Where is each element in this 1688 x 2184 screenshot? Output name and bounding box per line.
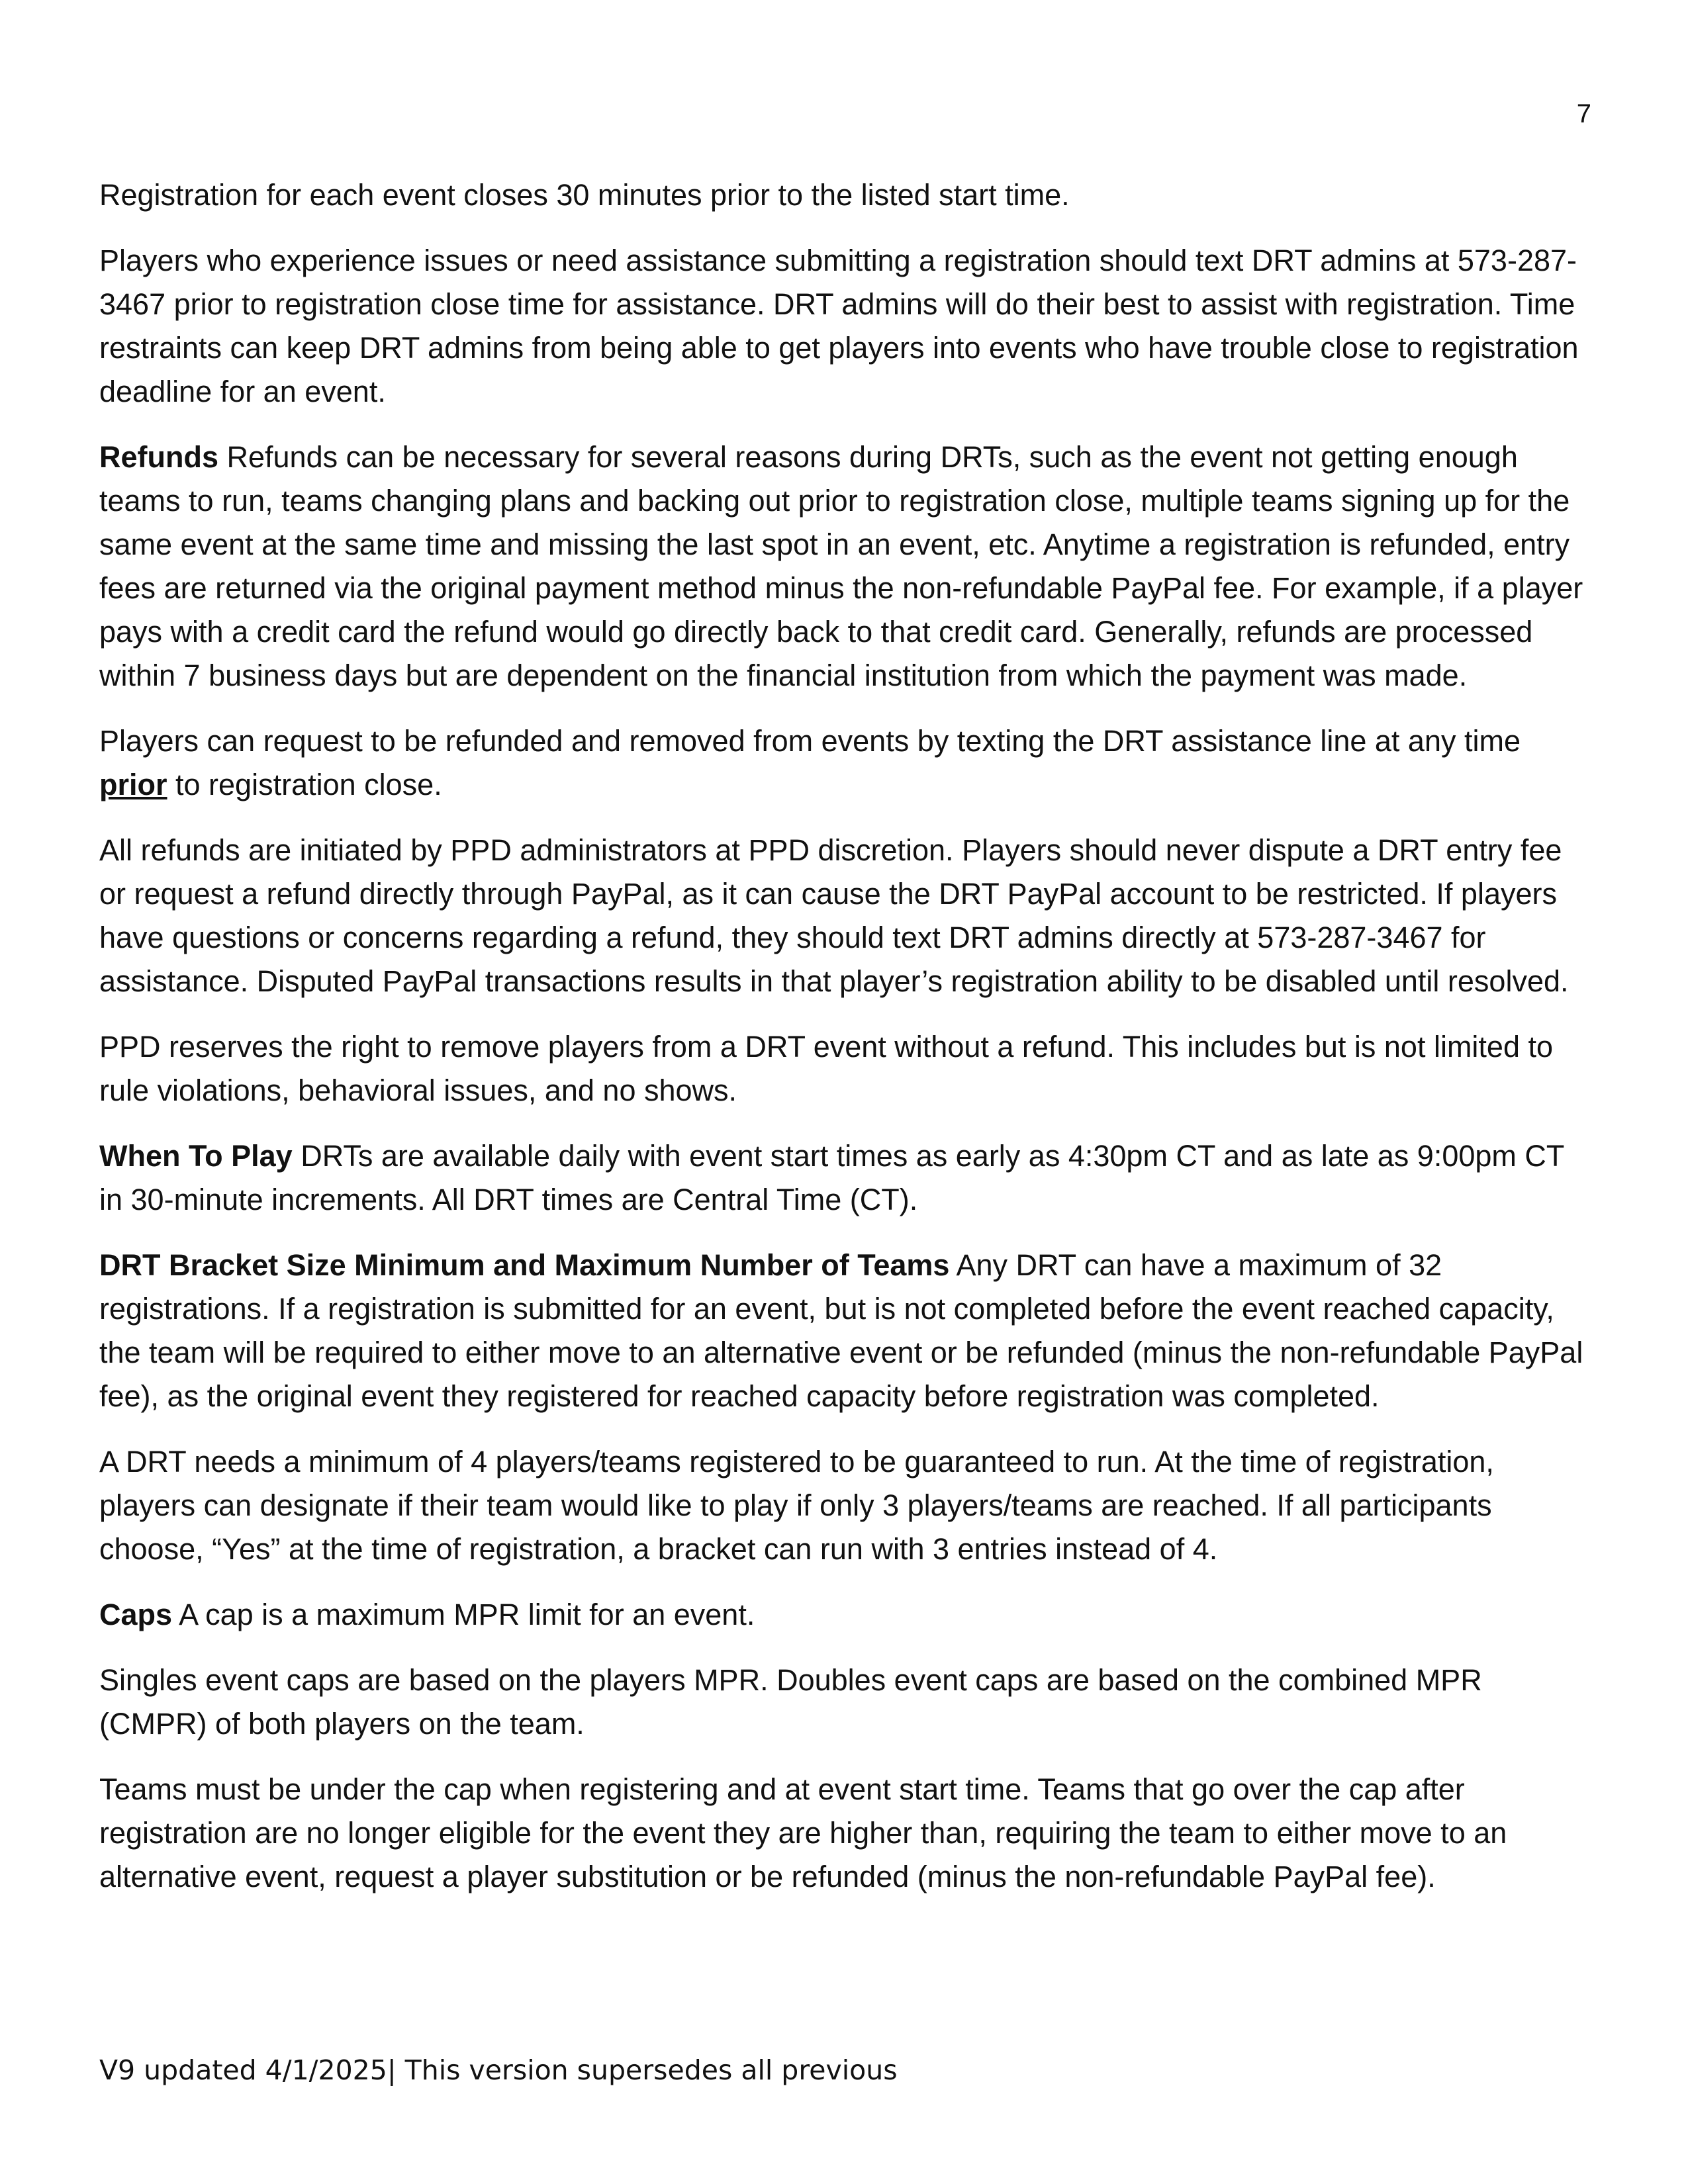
section-label-caps: Caps xyxy=(99,1598,173,1631)
paragraph-text: PPD reserves the right to remove players from a DRT event without a refund. This includes but is not limited to rule violations, behavioral issues, and no shows. xyxy=(99,1030,1554,1107)
paragraph-text: Registration for each event closes 30 minutes prior to the listed start time. xyxy=(99,178,1070,212)
paragraph-text: to registration close. xyxy=(167,768,442,801)
paragraph-minimum-teams xyxy=(99,1440,1595,1571)
section-label-when-to-play: When To Play xyxy=(99,1139,293,1173)
paragraph-registration-assistance xyxy=(99,239,1595,414)
paragraph-caps xyxy=(99,1593,1595,1637)
paragraph-text: A DRT needs a minimum of 4 players/teams registered to be guaranteed to run. At the time of registration, players can designate if their team would like to play if only 3 players/teams are reached. If all participants choose, “Yes” at the time of registration, a bracket can run with 3 entries instead of 4. xyxy=(99,1445,1494,1566)
section-label-bracket-size: DRT Bracket Size Minimum and Maximum Number of Teams xyxy=(99,1248,950,1282)
version-footer: V9 updated 4/1/2025| This version supersedes all previous xyxy=(99,2054,898,2086)
paragraph-refund-policy xyxy=(99,829,1595,1003)
paragraph-refund-request xyxy=(99,719,1595,807)
paragraph-text: Players who experience issues or need assistance submitting a registration should text DRT admins at 573-287-3467 prior to registration close time for assistance. DRT admins will do their best to assist with registration. Time restraints can keep DRT admins from being able to get players into events who have trouble close to registration deadline for an event. xyxy=(99,244,1579,408)
paragraph-text: A cap is a maximum MPR limit for an event. xyxy=(172,1598,755,1631)
document-body xyxy=(99,173,1595,1921)
paragraph-bracket-size xyxy=(99,1244,1595,1418)
paragraph-text: All refunds are initiated by PPD administrators at PPD discretion. Players should never dispute a DRT entry fee or request a refund directly through PayPal, as it can cause the DRT PayPal account to be restricted. If players have questions or concerns regarding a refund, they should text DRT admins directly at 573-287-3467 for assistance. Disputed PayPal transactions results in that player’s registration ability to be disabled until resolved. xyxy=(99,833,1569,998)
page-number: 7 xyxy=(1576,99,1591,128)
paragraph-cap-basis xyxy=(99,1659,1595,1746)
paragraph-text: Refunds can be necessary for several reasons during DRTs, such as the event not getting enough teams to run, teams changing plans and backing out prior to registration close, multiple teams signing up for the same event at the same time and missing the last spot in an event, etc. Anytime a registration is refunded, entry fees are returned via the original payment method minus the non-refundable PayPal fee. For example, if a player pays with a credit card the refund would go directly back to that credit card. Generally, refunds are processed within 7 business days but are dependent on the financial institution from which the payment was made. xyxy=(99,440,1583,692)
paragraph-text: Singles event caps are based on the players MPR. Doubles event caps are based on the combined MPR (CMPR) of both players on the team. xyxy=(99,1663,1482,1741)
paragraph-text: Any DRT can have a maximum of 32 registrations. If a registration is submitted for an event, but is not completed before the event reached capacity, the team will be required to either move to an alternative event or be refunded (minus the non-refundable PayPal fee), as the original event they registered for reached capacity before registration was completed. xyxy=(99,1248,1583,1413)
paragraph-text: DRTs are available daily with event start times as early as 4:30pm CT and as late as 9:00pm CT in 30-minute increments. All DRT times are Central Time (CT). xyxy=(99,1139,1564,1216)
paragraph-refunds xyxy=(99,435,1595,698)
paragraph-registration-close xyxy=(99,173,1595,217)
paragraph-text: Players can request to be refunded and removed from events by texting the DRT assistance line at any time xyxy=(99,724,1521,758)
paragraph-when-to-play xyxy=(99,1134,1595,1222)
section-label-refunds: Refunds xyxy=(99,440,218,474)
paragraph-cap-eligibility xyxy=(99,1768,1595,1899)
paragraph-removal-rights xyxy=(99,1025,1595,1113)
emphasis-prior: prior xyxy=(99,768,167,801)
paragraph-text: Teams must be under the cap when registering and at event start time. Teams that go over the cap after registration are no longer eligible for the event they are higher than, requiring the team to either move to an alternative event, request a player substitution or be refunded (minus the non-refundable PayPal fee). xyxy=(99,1772,1507,1893)
